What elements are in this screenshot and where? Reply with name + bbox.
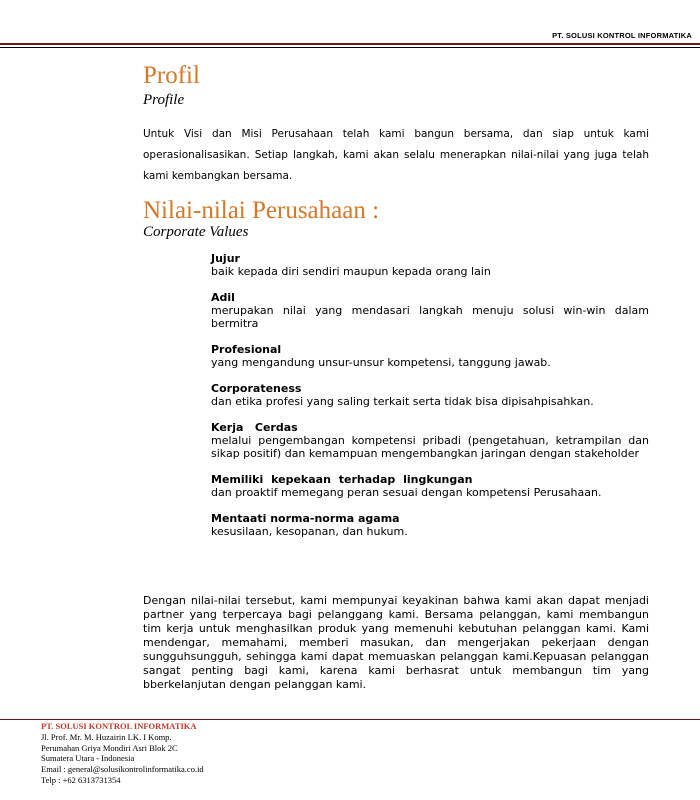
value-item-corporateness xyxy=(211,382,649,408)
value-name: Adil xyxy=(211,291,235,304)
footer-address-line: Sumatera Utara - Indonesia xyxy=(41,753,135,764)
values-subtitle: Corporate Values xyxy=(143,224,249,240)
footer-company-name: PT. SOLUSI KONTROL INFORMATIKA xyxy=(41,721,197,731)
value-desc: baik kepada diri sendiri maupun kepada orang lain xyxy=(211,265,491,278)
header-rule-thick xyxy=(0,43,700,45)
value-item-kerja-cerdas xyxy=(211,421,649,460)
value-name: Kerja Cerdas xyxy=(211,421,298,434)
value-name: Profesional xyxy=(211,343,282,356)
header-company-name: PT. SOLUSI KONTROL INFORMATIKA xyxy=(552,31,692,40)
value-item-norma-agama xyxy=(211,512,649,538)
value-desc: dan proaktif memegang peran sesuai dengan kompetensi Perusahaan. xyxy=(211,486,602,499)
header-rule-thin xyxy=(0,47,700,48)
values-title: Nilai-nilai Perusahaan : xyxy=(143,197,380,224)
footer-phone: Telp : +62 6313731354 xyxy=(41,774,121,785)
profile-intro-text: Untuk Visi dan Misi Perusahaan telah kami bangun bersama, dan siap untuk kami operasionalisasikan. Setiap langkah, kami akan selalu menerapkan nilai-nilai yang juga telah kami kembangkan bersama. xyxy=(143,128,649,182)
value-name: Memiliki kepekaan terhadap lingkungan xyxy=(211,473,473,486)
value-desc: dan etika profesi yang saling terkait serta tidak bisa dipisahpisahkan. xyxy=(211,395,594,408)
footer-address-line: Perumahan Griya Mondiri Asri Blok 2C xyxy=(41,742,178,753)
value-item-profesional xyxy=(211,343,649,369)
profile-subtitle: Profile xyxy=(143,92,185,108)
footer-contact xyxy=(41,721,204,786)
value-item-jujur xyxy=(211,252,649,278)
footer-address-line: Jl. Prof. Mr. M. Huzairin LK. I Komp. xyxy=(41,731,172,742)
closing-paragraph: Dengan nilai-nilai tersebut, kami mempunyai keyakinan bahwa kami akan dapat menjadi partner yang terpercaya bagi pelanggang kami. Bersama pelanggan, kami membangun tim kerja untuk menghasilkan produk yang memenuhi kebutuhan pelanggan kami. Kami mendengar, memahami, memberi masukan, dan mengerjakan pekerjaan dengan sungguhsungguh, sehingga kami dapat memuaskan pelanggan kami.Kepuasan pelanggan sangat penting bagi kami, karena kami berhasrat untuk membangun tim yang bberkelanjutan dengan pelanggan kami. xyxy=(143,594,649,691)
footer-rule xyxy=(0,719,700,720)
value-name: Corporateness xyxy=(211,382,302,395)
values-list xyxy=(211,252,649,551)
value-desc: kesusilaan, kesopanan, dan hukum. xyxy=(211,525,408,538)
value-desc: melalui pengembangan kompetensi pribadi (pengetahuan, ketrampilan dan sikap positif) dan kemampuan mengembangkan jaringan dengan stakeholder xyxy=(211,434,649,460)
profile-title: Profil xyxy=(143,62,200,89)
value-name: Mentaati norma-norma agama xyxy=(211,512,400,525)
footer-email: Email : general@solusikontrolinformatika.co.id xyxy=(41,764,204,775)
value-item-kepekaan xyxy=(211,473,649,499)
value-name: Jujur xyxy=(211,252,240,265)
value-desc: yang mengandung unsur-unsur kompetensi, tanggung jawab. xyxy=(211,356,551,369)
value-item-adil xyxy=(211,291,649,330)
value-desc: merupakan nilai yang mendasari langkah menuju solusi win-win dalam bermitra xyxy=(211,304,649,330)
